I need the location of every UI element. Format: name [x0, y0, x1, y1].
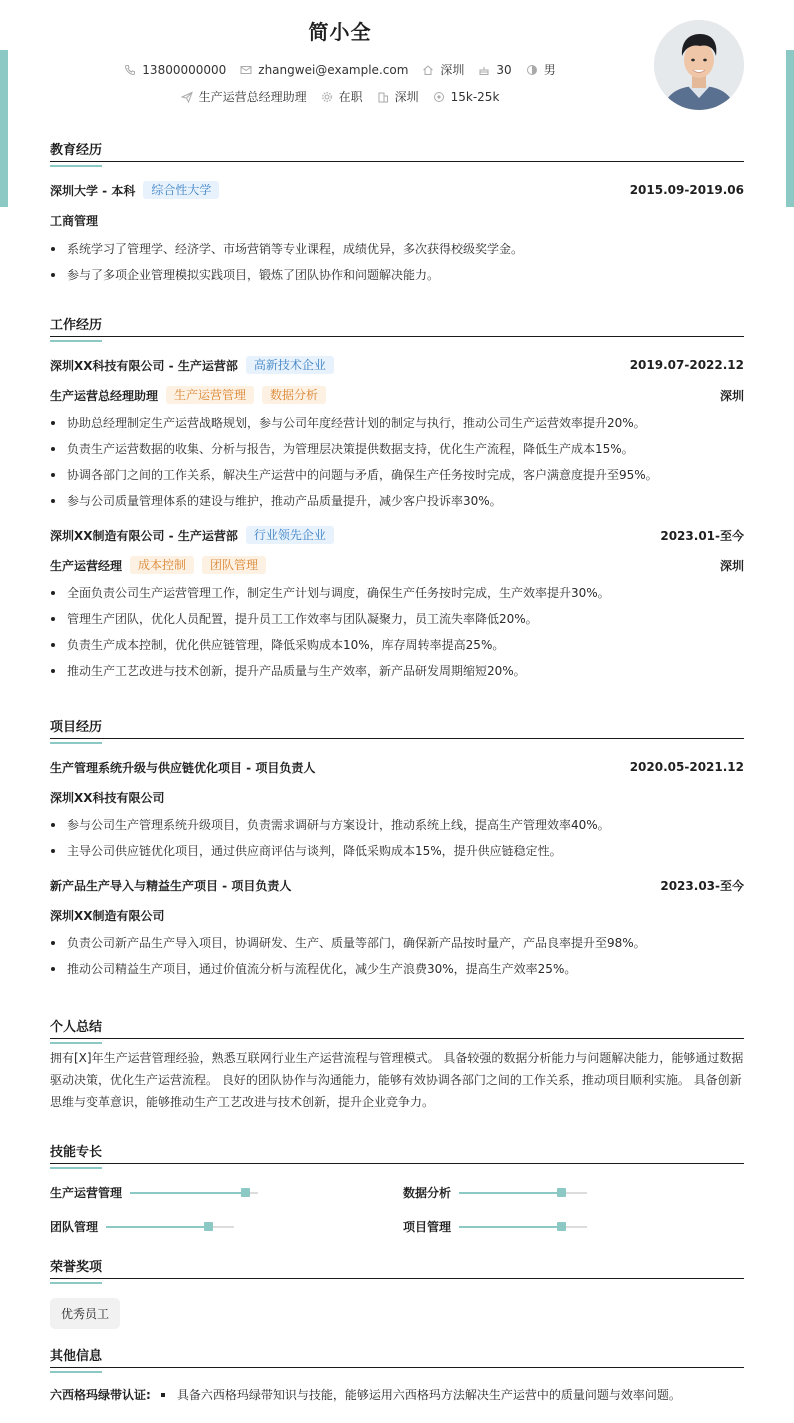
skill-item — [50, 1218, 234, 1235]
company-tag: 高新技术企业 — [246, 356, 334, 374]
company-name: 深圳XX制造有限公司 - 生产运营部 — [50, 528, 238, 543]
work-item-1-role — [50, 385, 744, 405]
major-row — [50, 210, 744, 230]
resume-header — [0, 0, 794, 130]
candidate-name: 简小全 — [308, 20, 372, 44]
awards-section — [50, 1256, 744, 1329]
list-item: 推动生产工艺改进与技术创新，提升产品质量与生产效率，新产品研发周期缩短20%。 — [50, 658, 744, 684]
work-section — [50, 314, 744, 684]
skill-knob — [557, 1188, 566, 1197]
age-item — [478, 63, 511, 77]
list-item: 主导公司供应链优化项目，通过供应商评估与谈判，降低采购成本15%，提升供应链稳定性。 — [50, 838, 744, 864]
list-item: 负责生产成本控制，优化供应链管理，降低采购成本10%，库存周转率提高25%。 — [50, 632, 744, 658]
phone-item — [124, 63, 226, 77]
work-period: 2019.07-2022.12 — [629, 358, 744, 372]
project-company: 深圳XX科技有限公司 — [50, 790, 165, 805]
project-2-bullets — [50, 930, 744, 982]
education-head — [50, 180, 744, 200]
email-item — [240, 63, 408, 77]
major-name: 工商管理 — [50, 213, 99, 228]
coin-icon — [433, 91, 445, 103]
skill-name: 项目管理 — [403, 1220, 452, 1234]
target-position-item — [181, 88, 307, 105]
gender-icon — [526, 64, 538, 76]
other-title: 其他信息 — [50, 1345, 744, 1368]
awards-title: 荣誉奖项 — [50, 1256, 744, 1279]
skill-name: 团队管理 — [50, 1220, 99, 1234]
gender-item — [526, 61, 556, 78]
skill-bar — [130, 1192, 258, 1194]
email-text: zhangwei@example.com — [258, 62, 409, 77]
project-2-company — [50, 905, 744, 925]
age-text: 30 — [496, 62, 512, 77]
status-item — [321, 88, 363, 105]
work-location: 深圳 — [719, 388, 744, 403]
skill-item — [403, 1184, 587, 1201]
project-company: 深圳XX制造有限公司 — [50, 908, 165, 923]
status-text: 在职 — [338, 90, 363, 104]
skill-bar — [459, 1192, 587, 1194]
project-2-head — [50, 875, 744, 895]
education-bullets — [50, 236, 744, 288]
gender-text: 男 — [543, 63, 556, 77]
building-icon — [377, 91, 389, 103]
list-item: 推动公司精益生产项目，通过价值流分析与流程优化，减少生产浪费30%，提高生产效率25%。 — [50, 956, 744, 982]
role-tag: 成本控制 — [130, 556, 194, 574]
role-tag: 生产运营管理 — [166, 386, 254, 404]
work-period: 2023.01-至今 — [660, 528, 744, 543]
work-title: 工作经历 — [50, 314, 744, 337]
role-tag: 团队管理 — [202, 556, 266, 574]
project-period: 2023.03-至今 — [660, 878, 744, 893]
send-icon — [181, 91, 193, 103]
work-item-1-head — [50, 355, 744, 375]
summary-text: 拥有[X]年生产运营管理经验，熟悉互联网行业生产运营流程与管理模式。 具备较强的数据分析能力与问题解决能力，能够通过数据驱动决策，优化生产运营流程。 良好的团队协作与沟通能力，能够有效协调各部门之间的工作关系，推动项目顺利实施。 具备创新思维与变革意识，能够推动生产工艺改进与技术创新，提升企业竞争力。 — [50, 1051, 744, 1109]
school-name: 深圳大学 - 本科 — [50, 183, 136, 198]
project-1-company — [50, 787, 744, 807]
work-item-2-role — [50, 555, 744, 575]
work-item-1-bullets — [50, 410, 744, 514]
target-city-text: 深圳 — [394, 90, 419, 104]
city-text: 深圳 — [440, 63, 465, 77]
target-city-item — [377, 88, 419, 105]
work-item-2-head — [50, 525, 744, 545]
education-section — [50, 139, 744, 288]
skill-fill — [106, 1226, 208, 1228]
project-1-bullets — [50, 812, 744, 864]
project-name: 生产管理系统升级与供应链优化项目 - 项目负责人 — [50, 760, 316, 775]
list-item: 全面负责公司生产运营管理工作，制定生产计划与调度，确保生产任务按时完成，生产效率提升30%。 — [50, 580, 744, 606]
work-item-2-bullets — [50, 580, 744, 684]
skill-bar — [106, 1226, 234, 1228]
education-title: 教育经历 — [50, 139, 744, 162]
skill-item — [50, 1184, 258, 1201]
project-period: 2020.05-2021.12 — [629, 760, 744, 774]
avatar — [654, 20, 744, 110]
skill-bar — [459, 1226, 587, 1228]
projects-title: 项目经历 — [50, 716, 744, 739]
skill-fill — [459, 1192, 561, 1194]
list-item: 管理生产团队，优化人员配置，提升员工工作效率与团队凝聚力，员工流失率降低20%。 — [50, 606, 744, 632]
other-row — [50, 1386, 744, 1403]
list-item: 协助总经理制定生产运营战略规划，参与公司年度经营计划的制定与执行，推动公司生产运营效率提升20%。 — [50, 410, 744, 436]
skill-item — [403, 1218, 587, 1235]
skill-knob — [241, 1188, 250, 1197]
bullet-square — [161, 1393, 165, 1397]
skill-name: 生产运营管理 — [50, 1186, 123, 1200]
home-icon — [422, 64, 434, 76]
target-position-text: 生产运营总经理助理 — [198, 90, 307, 104]
contact-row — [0, 61, 680, 78]
education-period: 2015.09-2019.06 — [629, 183, 744, 197]
skills-section — [50, 1141, 744, 1241]
role-name: 生产运营经理 — [50, 558, 123, 573]
job-intent-row — [0, 88, 680, 105]
company-name: 深圳XX科技有限公司 - 生产运营部 — [50, 358, 238, 373]
skill-knob — [557, 1222, 566, 1231]
phone-text: 13800000000 — [142, 62, 227, 77]
summary-title: 个人总结 — [50, 1016, 744, 1039]
role-name: 生产运营总经理助理 — [50, 388, 159, 403]
award-chip: 优秀员工 — [50, 1298, 120, 1329]
company-tag: 行业领先企业 — [246, 526, 334, 544]
other-text: 具备六西格玛绿带知识与技能，能够运用六西格玛方法解决生产运营中的质量问题与效率问题。 — [176, 1388, 681, 1402]
list-item: 参与公司生产管理系统升级项目，负责需求调研与方案设计，推动系统上线，提高生产管理效率40%。 — [50, 812, 744, 838]
school-tag: 综合性大学 — [143, 181, 219, 199]
projects-section — [50, 716, 744, 982]
mail-icon — [240, 64, 252, 76]
list-item: 负责生产运营数据的收集、分析与报告，为管理层决策提供数据支持，优化生产流程，降低生产成本15%。 — [50, 436, 744, 462]
skill-name: 数据分析 — [403, 1186, 452, 1200]
salary-item — [433, 90, 500, 104]
phone-icon — [124, 64, 136, 76]
work-location: 深圳 — [719, 558, 744, 573]
cake-icon — [478, 64, 490, 76]
skill-knob — [204, 1222, 213, 1231]
list-item: 系统学习了管理学、经济学、市场营销等专业课程，成绩优异，多次获得校级奖学金。 — [50, 236, 744, 262]
list-item: 参与了多项企业管理模拟实践项目，锻炼了团队协作和问题解决能力。 — [50, 262, 744, 288]
list-item: 参与公司质量管理体系的建设与维护，推动产品质量提升，减少客户投诉率30%。 — [50, 488, 744, 514]
skill-fill — [459, 1226, 561, 1228]
summary-section — [50, 1016, 744, 1113]
list-item: 负责公司新产品生产导入项目，协调研发、生产、质量等部门，确保新产品按时量产，产品良率提升至98%。 — [50, 930, 744, 956]
avatar-portrait — [654, 20, 744, 110]
skill-fill — [130, 1192, 245, 1194]
other-label: 六西格玛绿带认证: — [50, 1388, 151, 1402]
project-1-head — [50, 757, 744, 777]
gear-icon — [321, 91, 333, 103]
salary-text: 15k-25k — [450, 89, 500, 104]
project-name: 新产品生产导入与精益生产项目 - 项目负责人 — [50, 878, 292, 893]
city-item — [422, 61, 464, 78]
other-section — [50, 1345, 744, 1403]
list-item: 协调各部门之间的工作关系，解决生产运营中的问题与矛盾，确保生产任务按时完成，客户满意度提升至95%。 — [50, 462, 744, 488]
skills-title: 技能专长 — [50, 1141, 744, 1164]
role-tag: 数据分析 — [262, 386, 326, 404]
